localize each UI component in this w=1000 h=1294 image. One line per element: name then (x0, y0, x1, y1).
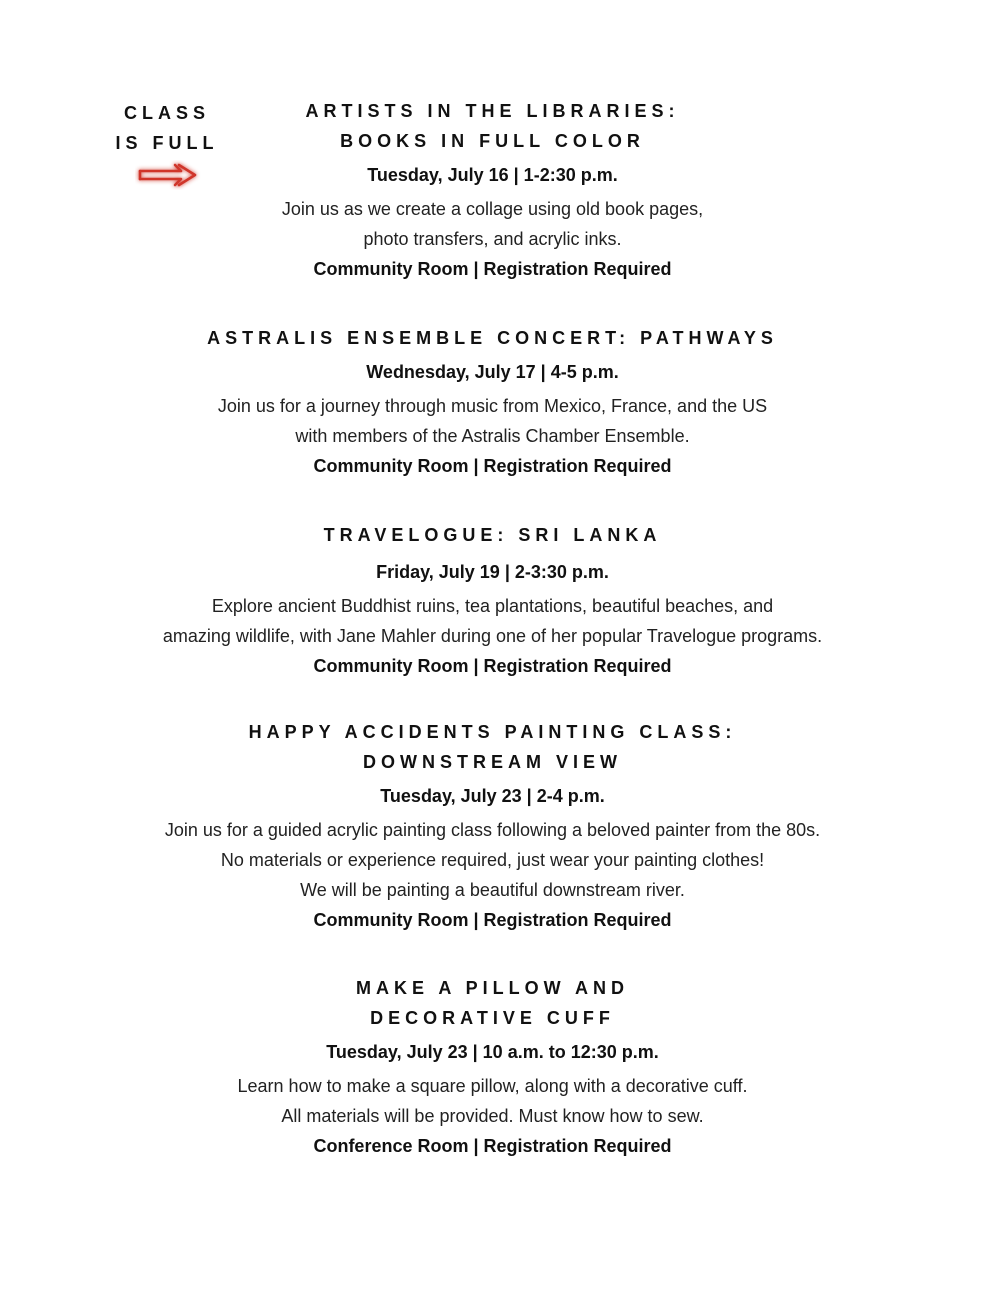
event-description-line: No materials or experience required, just wear your painting clothes! (220, 850, 765, 870)
event-title-line: ASTRALIS ENSEMBLE CONCERT: PATHWAYS (207, 328, 778, 348)
event-description-line: All materials will be provided. Must know how to sew. (281, 1106, 704, 1126)
event-location: Conference Room | Registration Required (313, 1136, 672, 1156)
event-description-line: Join us for a journey through music from Mexico, France, and the US (217, 396, 768, 416)
event-description-line: Learn how to make a square pillow, along with a decorative cuff. (237, 1076, 748, 1096)
event-travelogue-sri-lanka (0, 520, 985, 681)
event-title-line: DECORATIVE CUFF (370, 1008, 615, 1028)
event-date: Tuesday, July 23 | 2-4 p.m. (380, 786, 605, 806)
event-astralis-ensemble-concert (0, 323, 985, 481)
event-description (0, 815, 985, 905)
event-description-line: amazing wildlife, with Jane Mahler during one of her popular Travelogue programs. (162, 626, 823, 646)
event-title (0, 717, 985, 777)
event-location: Community Room | Registration Required (313, 259, 672, 279)
event-location: Community Room | Registration Required (313, 456, 672, 476)
event-description-line: with members of the Astralis Chamber Ensemble. (295, 426, 690, 446)
event-title-line: TRAVELOGUE: SRI LANKA (323, 525, 662, 545)
event-date: Tuesday, July 23 | 10 a.m. to 12:30 p.m. (326, 1042, 659, 1062)
event-description (0, 1071, 985, 1131)
event-description (0, 391, 985, 451)
event-title (0, 96, 985, 156)
event-artists-in-the-libraries (0, 96, 985, 284)
event-date: Wednesday, July 17 | 4-5 p.m. (366, 362, 619, 382)
event-title (0, 520, 985, 550)
event-title (0, 323, 985, 353)
event-title-line: ARTISTS IN THE LIBRARIES: (305, 101, 680, 121)
event-description-line: Explore ancient Buddhist ruins, tea plantations, beautiful beaches, and (211, 596, 774, 616)
event-description-line: Join us for a guided acrylic painting class following a beloved painter from the 80s. (164, 820, 821, 840)
event-location: Community Room | Registration Required (313, 656, 672, 676)
event-date: Friday, July 19 | 2-3:30 p.m. (376, 562, 609, 582)
class-full-line-2: IS FULL (115, 133, 219, 153)
event-title-line: DOWNSTREAM VIEW (363, 752, 622, 772)
event-date: Tuesday, July 16 | 1-2:30 p.m. (367, 165, 618, 185)
event-make-a-pillow (0, 973, 985, 1161)
event-description-line: Join us as we create a collage using old book pages, (281, 199, 704, 219)
event-title-line: HAPPY ACCIDENTS PAINTING CLASS: (248, 722, 737, 742)
event-description-line: We will be painting a beautiful downstream river. (300, 880, 685, 900)
event-description (0, 591, 985, 651)
event-title-line: BOOKS IN FULL COLOR (340, 131, 645, 151)
event-description (0, 194, 985, 254)
event-title (0, 973, 985, 1033)
event-description-line: photo transfers, and acrylic inks. (363, 229, 622, 249)
event-happy-accidents-painting (0, 717, 985, 935)
class-full-line-1: CLASS (123, 103, 210, 123)
event-title-line: MAKE A PILLOW AND (356, 978, 629, 998)
event-location: Community Room | Registration Required (313, 910, 672, 930)
